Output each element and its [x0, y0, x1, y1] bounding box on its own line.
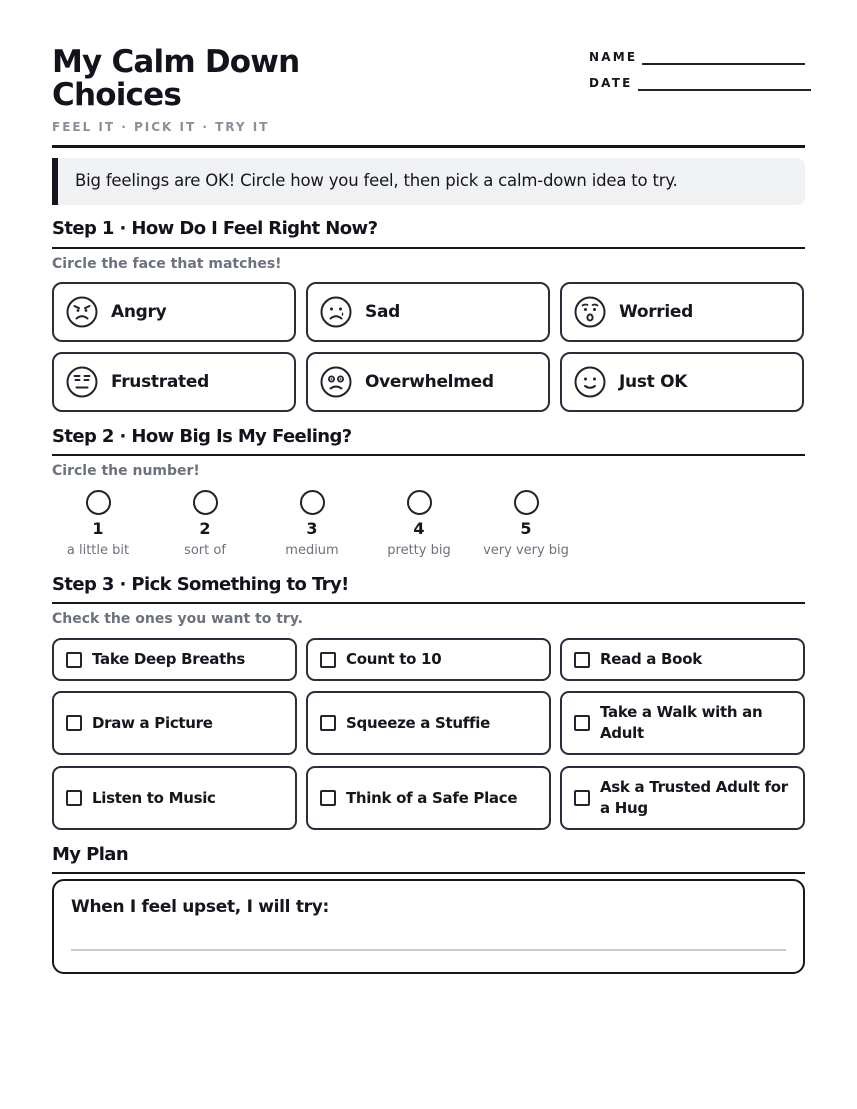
scale-description: sort of: [184, 543, 226, 558]
step3-title: Step 3 · Pick Something to Try!: [52, 574, 349, 595]
option-card-deep-breaths[interactable]: [52, 638, 297, 681]
option-card-safe-place[interactable]: [306, 766, 551, 830]
step2-title: Step 2 · How Big Is My Feeling?: [52, 426, 352, 447]
name-label: NAME: [589, 50, 638, 64]
option-checkbox[interactable]: [574, 715, 590, 731]
scale-option-2[interactable]: [150, 490, 260, 558]
frustrated-face-icon: [66, 366, 98, 398]
page-subtitle: FEEL IT · PICK IT · TRY IT: [52, 120, 270, 134]
header-divider: [52, 145, 805, 148]
scale-circle[interactable]: [86, 490, 111, 515]
option-label: Take Deep Breaths: [92, 650, 245, 668]
scale-number: 1: [92, 519, 104, 538]
step3-instruction: Check the ones you want to try.: [52, 611, 303, 627]
ok-face-icon: [574, 366, 606, 398]
feeling-label: Just OK: [619, 372, 688, 392]
intro-callout: [52, 158, 805, 205]
option-card-listen-to-music[interactable]: [52, 766, 297, 830]
option-checkbox[interactable]: [320, 715, 336, 731]
step1-title: Step 1 · How Do I Feel Right Now?: [52, 218, 378, 239]
feeling-label: Overwhelmed: [365, 372, 494, 392]
page-title: My Calm Down Choices: [52, 44, 300, 113]
name-field-line[interactable]: [642, 63, 805, 65]
option-label: Listen to Music: [92, 788, 216, 807]
scale-circle[interactable]: [514, 490, 539, 515]
scale-number: 2: [199, 519, 211, 538]
option-label: Read a Book: [600, 650, 702, 668]
feeling-card-frustrated[interactable]: [52, 352, 296, 412]
option-card-read-a-book[interactable]: [560, 638, 805, 681]
feeling-card-angry[interactable]: [52, 282, 296, 342]
scale-description: very very big: [483, 543, 569, 558]
step2-instruction: Circle the number!: [52, 463, 200, 479]
step1-divider: [52, 247, 805, 249]
option-checkbox[interactable]: [574, 652, 590, 668]
scale-number: 5: [520, 519, 532, 538]
scale-description: medium: [285, 543, 339, 558]
option-label: Squeeze a Stuffie: [346, 713, 490, 732]
option-card-ask-for-hug[interactable]: [560, 766, 805, 830]
option-card-squeeze-a-stuffie[interactable]: [306, 691, 551, 755]
scale-number: 3: [306, 519, 318, 538]
option-label: Ask a Trusted Adult for a Hug: [600, 778, 788, 817]
feeling-card-sad[interactable]: [306, 282, 550, 342]
intro-text: Big feelings are OK! Circle how you feel, then pick a calm-down idea to try.: [75, 171, 678, 190]
scale-option-5[interactable]: [471, 490, 581, 558]
feeling-label: Frustrated: [111, 372, 209, 392]
sad-face-icon: [320, 296, 352, 328]
step3-divider: [52, 602, 805, 604]
scale-description: a little bit: [66, 543, 130, 558]
scale-circle[interactable]: [300, 490, 325, 515]
feeling-label: Angry: [111, 302, 167, 322]
feeling-label: Sad: [365, 302, 400, 322]
feeling-card-overwhelmed[interactable]: [306, 352, 550, 412]
option-checkbox[interactable]: [320, 652, 336, 668]
option-checkbox[interactable]: [66, 790, 82, 806]
scale-option-3[interactable]: [257, 490, 367, 558]
worried-face-icon: [574, 296, 606, 328]
overwhelmed-face-icon: [320, 366, 352, 398]
option-card-draw-a-picture[interactable]: [52, 691, 297, 755]
date-field-line[interactable]: [638, 89, 811, 91]
plan-box[interactable]: [52, 879, 805, 974]
feeling-card-worried[interactable]: [560, 282, 804, 342]
option-card-walk-with-adult[interactable]: [560, 691, 805, 755]
option-checkbox[interactable]: [320, 790, 336, 806]
option-label: Draw a Picture: [92, 713, 213, 732]
step2-divider: [52, 454, 805, 456]
option-label: Think of a Safe Place: [346, 788, 518, 807]
scale-number: 4: [413, 519, 425, 538]
plan-write-line[interactable]: [71, 949, 786, 951]
scale-option-1[interactable]: [43, 490, 153, 558]
option-checkbox[interactable]: [66, 715, 82, 731]
feeling-label: Worried: [619, 302, 694, 322]
option-card-count-to-10[interactable]: [306, 638, 551, 681]
date-label: DATE: [589, 76, 633, 90]
scale-circle[interactable]: [193, 490, 218, 515]
angry-face-icon: [66, 296, 98, 328]
plan-title: My Plan: [52, 844, 129, 865]
scale-circle[interactable]: [407, 490, 432, 515]
option-label: Count to 10: [346, 650, 442, 668]
scale-description: pretty big: [387, 543, 451, 558]
step1-instruction: Circle the face that matches!: [52, 256, 282, 272]
option-checkbox[interactable]: [66, 652, 82, 668]
option-label: Take a Walk with an Adult: [600, 703, 763, 742]
plan-divider: [52, 872, 805, 874]
plan-prompt: When I feel upset, I will try:: [71, 897, 330, 917]
option-checkbox[interactable]: [574, 790, 590, 806]
feeling-card-just-ok[interactable]: [560, 352, 804, 412]
scale-option-4[interactable]: [364, 490, 474, 558]
